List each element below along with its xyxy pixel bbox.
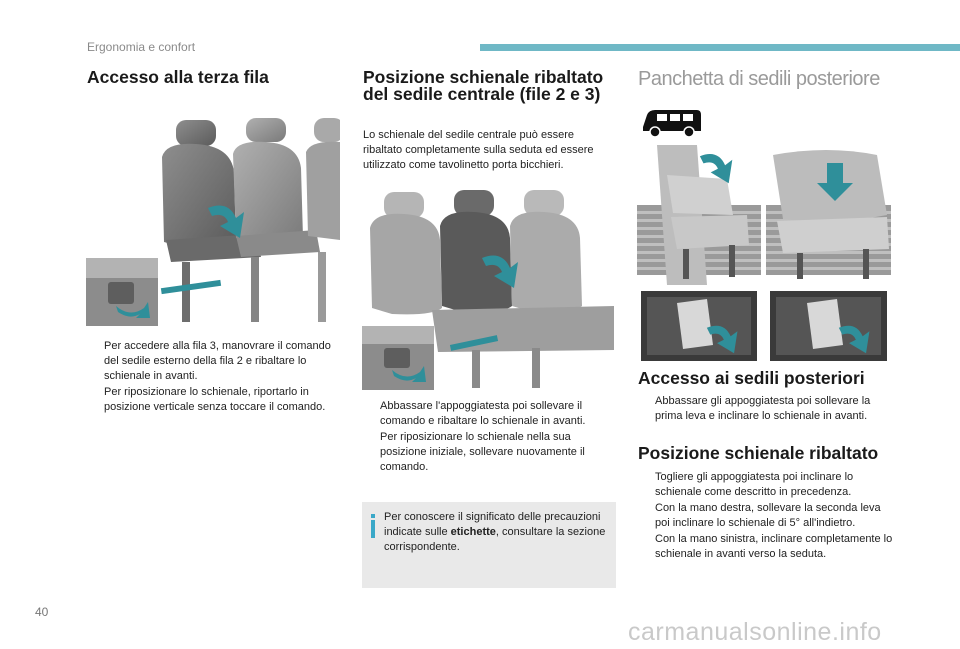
info-note-text: Per conoscere il significato delle precauzioni indicate sulle etichette, consultare la sezione corrispondente. [384,511,606,553]
arrow-icon [837,321,873,360]
rear-bench-illustration [637,145,891,361]
rear-access-title: Accesso ai sedili posteriori [638,368,865,388]
list-item: Abbassare gli appoggiatesta poi sollevare la prima leva e inclinare lo schienale in avanti. [655,395,871,422]
info-icon [371,514,375,518]
arrow-icon [206,200,248,245]
col2-intro: Lo schienale del sedile centrale può essere ribaltato completamente sulla seduta ed essere utilizzato come tavolinetto porta bicchieri. [363,129,594,171]
lever-detail-inset [86,258,158,326]
list-item: Per accedere alla fila 3, manovrare il comando del sedile esterno della fila 2 e ribaltare lo schienale in avanti. [104,340,331,382]
col3-title: Panchetta di sedili posteriore [638,68,880,90]
col2-title: Posizione schienale ribaltato del sedile centrale (file 2 e 3) [363,67,604,104]
list-item: Per riposizionare lo schienale nella sua posizione iniziale, sollevare nuovamente il comando. [380,431,585,473]
arrow-icon [697,149,737,190]
page-number: 40 [35,605,49,619]
info-note [362,502,616,588]
third-row-access-illustration [86,112,340,327]
list-item: Con la mano sinistra, inclinare completamente lo schienale in avanti verso la seduta. [655,533,893,560]
stickers-term: etichette [450,526,496,538]
col1-title: Accesso alla terza fila [87,67,269,87]
col2-instructions [363,399,615,476]
minibus-icon [641,107,703,144]
arrow-icon [705,321,741,360]
list-item: Abbassare l'appoggiatesta poi sollevare il comando e ribaltare lo schienale in avanti. [380,400,586,427]
lever-detail-inset [362,326,434,390]
arrow-icon [480,250,522,295]
section-label: Ergonomia e confort [87,40,196,54]
folded-backrest-title: Posizione schienale ribaltato [638,443,879,463]
watermark: carmanualsonline.info [628,618,882,646]
list-item: Con la mano destra, sollevare la seconda leva poi inclinare lo schienale di 5° all'indietro. [655,502,881,529]
folded-backrest-instructions [638,470,898,563]
list-item: Togliere gli appoggiatesta poi inclinare lo schienale come descritto in precedenza. [655,471,854,498]
rear-access-instructions [638,394,898,425]
header-accent-bar [480,44,960,51]
center-seat-table-illustration [362,180,616,390]
arrow-icon [817,161,857,208]
col1-instructions [87,339,337,416]
list-item: Per riposizionare lo schienale, riportarlo in posizione verticale senza toccare il comando. [104,386,326,413]
